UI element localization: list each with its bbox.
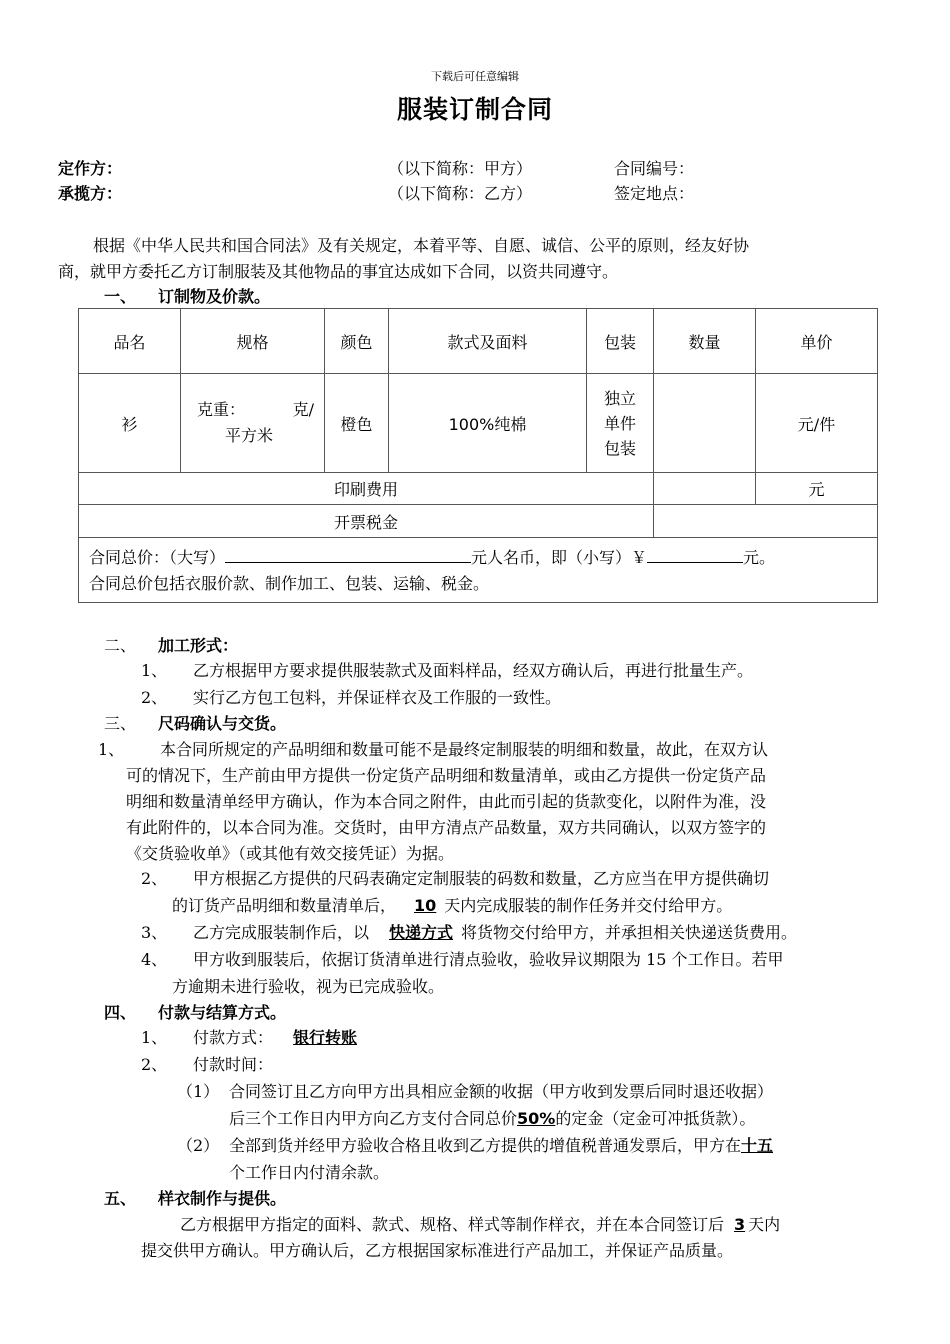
section-4-number: 四、 — [104, 1003, 137, 1022]
section-1-title: 订制物及价款。 — [158, 287, 271, 306]
section-3-item-4-number: 4、 — [141, 950, 168, 969]
party-a-label: 定作方： — [58, 159, 123, 178]
cell-fabric: 100%纯棉 — [389, 374, 587, 473]
section-3-item-1-line-5: 《交货验收单》（或其他有效交接凭证）为据。 — [126, 844, 455, 863]
section-3-item-3-number: 3、 — [141, 923, 168, 942]
shipping-method: 快递方式 — [389, 923, 454, 942]
section-4-item-2-label: 付款时间： — [193, 1055, 274, 1074]
spec-area-unit: 平方米 — [225, 426, 274, 445]
payment-method-value: 银行转账 — [293, 1028, 358, 1047]
packaging-line-1: 独立 — [603, 388, 636, 408]
section-3-item-1-line-2: 可的情况下，生产前由甲方提供一份定货产品明细和数量清单，或由乙方提供一份定货产品 — [126, 766, 767, 785]
section-5-line-2: 提交供甲方确认。甲方确认后，乙方根据国家标准进行产品加工，并保证产品质量。 — [141, 1241, 734, 1260]
header-name: 品名 — [79, 309, 181, 374]
total-label-numeric: 元人名币，即（小写）￥ — [471, 547, 648, 567]
document-title: 服装订制合同 — [396, 95, 553, 124]
total-cell — [79, 538, 878, 603]
header-spec: 规格 — [181, 309, 325, 374]
intro-line-2: 商，就甲方委托乙方订制服装及其他物品的事宜达成如下合同，以资共同遵守。 — [58, 262, 619, 281]
section-5-title: 样衣制作与提供。 — [158, 1189, 287, 1208]
total-numeric-blank — [647, 544, 743, 563]
party-b-label: 承揽方： — [58, 184, 123, 203]
packaging-line-3: 包装 — [603, 438, 636, 458]
intro-line-1: 根据《中华人民共和国合同法》及有关规定，本着平等、自愿、诚信、公平的原则，经友好协 — [93, 236, 750, 255]
total-row — [79, 538, 878, 603]
sample-text-before: 乙方根据甲方指定的面料、款式、规格、样式等制作样衣，并在本合同签订后 — [180, 1215, 725, 1234]
payment-sub-2-number: （2） — [177, 1136, 220, 1155]
section-3-item-2-number: 2、 — [141, 869, 168, 888]
price-table — [78, 308, 878, 603]
section-3-item-4-line-2: 方逾期未进行验收，视为已完成验收。 — [172, 977, 445, 996]
section-2-item-2: 实行乙方包工包料，并保证样衣及工作服的一致性。 — [193, 688, 562, 707]
balance-text-before: 全部到货并经甲方验收合格且收到乙方提供的增值税普通发票后，甲方在 — [229, 1136, 742, 1155]
delivery-text-before: 的订货产品明细和数量清单后， — [172, 896, 397, 915]
packaging-line-2: 单件 — [603, 413, 636, 433]
delivery-days: 10 — [414, 896, 437, 915]
deposit-text-after: 的定金（定金可冲抵货款）。 — [555, 1109, 756, 1128]
section-5-number: 五、 — [104, 1189, 137, 1208]
printing-row — [79, 473, 878, 505]
printing-quantity — [654, 473, 756, 505]
party-b-abbr: （以下简称：乙方） — [388, 184, 533, 203]
section-3-item-1-line-3: 明细和数量清单经甲方确认，作为本合同之附件，由此而引起的货款变化，以附件为准，没 — [126, 792, 767, 811]
section-1-number: 一、 — [104, 287, 137, 306]
tax-row — [79, 505, 878, 538]
shipping-text-after: 将货物交付给甲方，并承担相关快递送货费用。 — [461, 923, 798, 942]
spec-weight-unit: 克/ — [292, 400, 314, 419]
section-2-title: 加工形式： — [158, 636, 239, 655]
section-2-item-1: 乙方根据甲方要求提供服装款式及面料样品，经双方确认后，再进行批量生产。 — [193, 661, 754, 680]
header-fabric: 款式及面料 — [389, 309, 587, 374]
table-row — [79, 374, 878, 473]
section-3-title: 尺码确认与交货。 — [158, 714, 287, 733]
sample-text-after: 天内 — [748, 1215, 781, 1234]
section-3-number: 三、 — [104, 714, 137, 733]
cell-unit-price: 元/件 — [756, 374, 878, 473]
payment-sub-2-line-2: 个工作日内付清余款。 — [229, 1163, 390, 1182]
payment-method-label: 付款方式： — [193, 1028, 274, 1047]
table-header-row — [79, 309, 878, 374]
header-color: 颜色 — [325, 309, 389, 374]
total-label-capital: 合同总价：（大写） — [89, 547, 226, 567]
section-2-item-2-number: 2、 — [141, 688, 168, 707]
section-4-item-1 — [193, 1025, 385, 1051]
section-3-item-4-line-1: 甲方收到服装后，依据订货清单进行清点验收，验收异议期限为 15 个工作日。若甲 — [193, 950, 784, 969]
printing-label: 印刷费用 — [79, 473, 654, 505]
section-3-item-1-line-1: 本合同所规定的产品明细和数量可能不是最终定制服装的明细和数量，故此，在双方认 — [160, 740, 769, 759]
sample-days: 3 — [734, 1215, 746, 1234]
payment-sub-2-line-1 — [229, 1133, 773, 1159]
section-4-item-2-number: 2、 — [141, 1055, 168, 1074]
tax-value — [654, 505, 878, 538]
delivery-text-after: 天内完成服装的制作任务并交付给甲方。 — [444, 896, 733, 915]
printing-value: 元 — [756, 473, 878, 505]
section-3-item-2-line-1: 甲方根据乙方提供的尺码表确定定制服装的码数和数量，乙方应当在甲方提供确切 — [193, 869, 770, 888]
cell-packaging — [587, 374, 654, 473]
payment-sub-1-line-1: 合同签订且乙方向甲方出具相应金额的收据（甲方收到发票后同时退还收据） — [229, 1082, 774, 1101]
cell-name: 衫 — [79, 374, 181, 473]
total-capital-blank — [225, 544, 471, 563]
section-4-title: 付款与结算方式。 — [158, 1003, 287, 1022]
section-3-item-1-number: 1、 — [98, 740, 125, 759]
section-3-item-2-line-2 — [172, 893, 732, 919]
sign-place-label: 签定地点： — [614, 184, 695, 203]
tax-label: 开票税金 — [79, 505, 654, 538]
total-note: 合同总价包括衣服价款、制作加工、包装、运输、税金。 — [89, 573, 490, 593]
section-5-line-1 — [180, 1212, 780, 1238]
header-packaging: 包装 — [587, 309, 654, 374]
section-4-item-1-number: 1、 — [141, 1028, 168, 1047]
cell-spec — [181, 374, 325, 473]
section-3-item-3 — [193, 920, 797, 946]
contract-no-label: 合同编号： — [614, 159, 695, 178]
section-2-number: 二、 — [104, 636, 137, 655]
header-quantity: 数量 — [654, 309, 756, 374]
cell-color: 橙色 — [325, 374, 389, 473]
shipping-text-before: 乙方完成服装制作后，以 — [193, 923, 370, 942]
section-2-item-1-number: 1、 — [141, 661, 168, 680]
spec-weight-label: 克重： — [197, 400, 246, 419]
section-3-item-1-line-4: 有此附件的，以本合同为准。交货时，由甲方清点产品数量，双方共同确认，以双方签字的 — [126, 818, 767, 837]
cell-quantity — [654, 374, 756, 473]
payment-sub-1-line-2 — [229, 1106, 755, 1132]
balance-days: 十五 — [741, 1136, 774, 1155]
header-unit-price: 单价 — [756, 309, 878, 374]
total-unit: 元。 — [743, 547, 776, 567]
payment-sub-1-number: （1） — [177, 1082, 220, 1101]
deposit-text-before: 后三个工作日内甲方向乙方支付合同总价 — [229, 1109, 518, 1128]
header-note: 下载后可任意编辑 — [431, 70, 519, 83]
party-a-abbr: （以下简称：甲方） — [388, 159, 533, 178]
deposit-percent: 50% — [517, 1109, 556, 1128]
